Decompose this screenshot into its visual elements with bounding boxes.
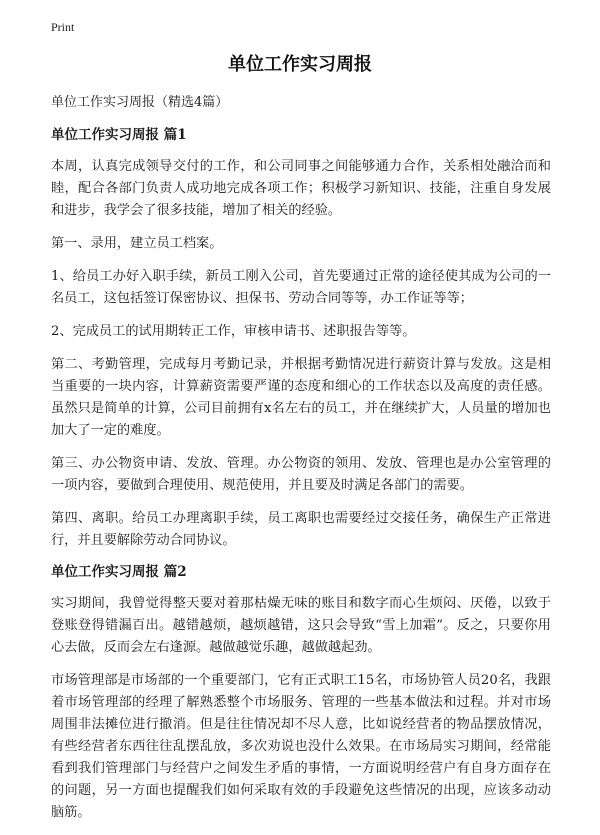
document-title: 单位工作实习周报 [228, 54, 372, 75]
section-1 [51, 126, 551, 552]
section-heading: 单位工作实习周报 篇2 [51, 564, 187, 580]
paragraph: 第三、办公物资申请、发放、管理。办公物资的领用、发放、管理也是办公室管理的一项内容，要做到合理使用、规范使用，并且要及时满足各部门的需要。 [51, 456, 551, 493]
paragraph: 第二、考勤管理，完成每月考勤记录，并根据考勤情况进行薪资计算与发放。这是相当重要的一块内容，计算薪资需要严谨的态度和细心的工作状态以及高度的责任感。虽然只是简单的计算，公司目前拥有x名左右的员工，并在继续扩大，人员量的增加也加大了一定的难度。 [51, 357, 551, 438]
section-heading: 单位工作实习周报 篇1 [51, 127, 187, 143]
paragraph: 1、给员工办好入职手续，新员工刚入公司，首先要通过正常的途径使其成为公司的一名员工，这包括签订保密协议、担保书、劳动合同等等，办工作证等等； [51, 269, 551, 306]
paragraph: 2、完成员工的试用期转正工作，审核申请书、述职报告等等。 [51, 324, 416, 339]
section-2 [51, 563, 551, 824]
paragraph: 第四、离职。给员工办理离职手续，员工离职也需要经过交接任务，确保生产正常进行，并且要解除劳动合同协议。 [51, 511, 551, 548]
paragraph: 实习期间，我曾觉得整天要对着那枯燥无味的账目和数字而心生烦闷、厌倦，以致于登账登得错漏百出。越错越烦，越烦越错，这只会导致“雪上加霜”。反之，只要你用心去做，反而会左右逢源。越做越觉乐趣，越做越起劲。 [51, 596, 551, 655]
document-body [51, 94, 551, 835]
paragraph: 市场管理部是市场部的一个重要部门，它有正式职工15名，市场协管人员20名，我跟着市场管理部的经理了解熟悉整个市场服务、管理的一些基本做法和过程。并对市场周围非法摊位进行撤消。但是往往情况却不尽人意，比如说经营者的物品摆放情况，有些经营者东西往往乱摆乱放，多次劝说也没什么效果。在市场局实习期间，经常能看到我们管理部门与经营户之间发生矛盾的事情，一方面说明经营户有自身方面存在的问题，另一方面也提醒我们如何采取有效的手段避免这些情况的出现，应该多动动脑筋。 [51, 673, 551, 820]
paragraph: 第一、录用，建立员工档案。 [51, 236, 223, 251]
paragraph: 本周，认真完成领导交付的工作，和公司同事之间能够通力合作，关系相处融洽而和睦，配合各部门负责人成功地完成各项工作；积极学习新知识、技能，注重自身发展和进步，我学会了很多技能，增加了相关的经验。 [51, 159, 551, 218]
document-subtitle: 单位工作实习周报（精选4篇） [51, 95, 229, 110]
print-link[interactable]: Print [51, 20, 75, 34]
